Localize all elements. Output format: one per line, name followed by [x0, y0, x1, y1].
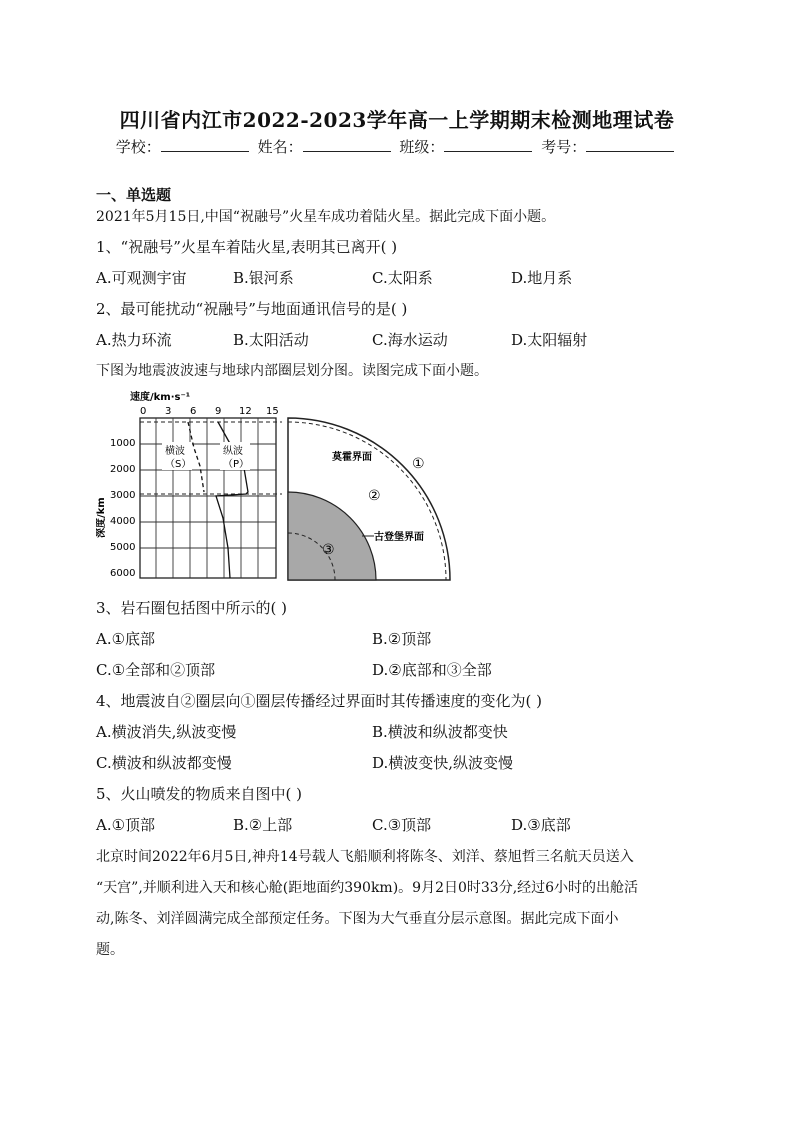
gutenberg-label: 古登堡界面 [374, 532, 424, 543]
q4-option-b[interactable]: B.横波和纵波都变快 [372, 723, 508, 741]
s-wave-label-2: （S） [165, 459, 192, 470]
grid-frame [140, 418, 276, 578]
q3-option-b[interactable]: B.②顶部 [372, 630, 432, 648]
exam-no-blank[interactable] [586, 137, 674, 152]
question-4: 4、地震波自②圈层向①圈层传播经过界面时其传播速度的变化为( ) [96, 692, 543, 710]
q2-option-c[interactable]: C.海水运动 [372, 331, 448, 349]
q5-option-d[interactable]: D.③底部 [511, 816, 571, 834]
y-tick-1000: 1000 [110, 438, 136, 449]
earth-section [288, 418, 450, 580]
q5-option-a[interactable]: A.①顶部 [96, 816, 156, 834]
intro-text-3-line-2: “天宫”,并顺利进入天和核心舱(距地面约390km)。9月2日0时33分,经过6小时的出舱活 [96, 880, 639, 896]
speed-axis-label: 速度/km·s⁻¹ [130, 392, 191, 403]
x-tick-12: 12 [239, 406, 252, 417]
page-title: 四川省内江市2022-2023学年高一上学期期末检测地理试卷 [119, 108, 675, 132]
layer-2-label: ② [368, 488, 381, 504]
intro-text-2: 下图为地震波波速与地球内部圈层划分图。读图完成下面小题。 [96, 363, 488, 379]
grid-lines [140, 418, 276, 578]
question-1: 1、“祝融号”火星车着陆火星,表明其已离开( ) [96, 238, 398, 256]
seismic-wave-figure [96, 388, 476, 588]
x-tick-0: 0 [140, 406, 147, 417]
y-tick-3000: 3000 [110, 490, 136, 501]
name-blank[interactable] [303, 137, 391, 152]
layer-1-label: ① [412, 456, 425, 472]
q3-option-a[interactable]: A.①底部 [96, 630, 156, 648]
y-tick-2000: 2000 [110, 464, 136, 475]
q3-option-c[interactable]: C.①全部和②顶部 [96, 661, 216, 679]
q4-option-d[interactable]: D.横波变快,纵波变慢 [372, 754, 514, 772]
p-wave-label-2: （P） [223, 459, 250, 470]
q2-option-b[interactable]: B.太阳活动 [233, 331, 309, 349]
q5-option-b[interactable]: B.②上部 [233, 816, 293, 834]
y-tick-5000: 5000 [110, 542, 136, 553]
layer-3-label: ③ [322, 542, 335, 558]
q4-option-c[interactable]: C.横波和纵波都变慢 [96, 754, 232, 772]
y-tick-4000: 4000 [110, 516, 136, 527]
q1-option-b[interactable]: B.银河系 [233, 269, 294, 287]
intro-text-3-line-3: 动,陈冬、刘洋圆满完成全部预定任务。下图为大气垂直分层示意图。据此完成下面小 [96, 911, 619, 927]
x-tick-15: 15 [266, 406, 279, 417]
exam-no-label: 考号： [541, 138, 587, 156]
q1-option-c[interactable]: C.太阳系 [372, 269, 433, 287]
q5-option-c[interactable]: C.③顶部 [372, 816, 432, 834]
question-5: 5、火山喷发的物质来自图中( ) [96, 785, 303, 803]
student-info-line [0, 136, 794, 157]
intro-text-1: 2021年5月15日,中国“祝融号”火星车成功着陆火星。据此完成下面小题。 [96, 209, 556, 225]
class-blank[interactable] [444, 137, 532, 152]
intro-text-3-line-1: 北京时间2022年6月5日,神舟14号载人飞船顺利将陈冬、刘洋、蔡旭哲三名航天员送入 [96, 849, 634, 865]
x-tick-6: 6 [190, 406, 197, 417]
intro-text-3-line-4: 题。 [96, 942, 124, 958]
s-wave-label: 横波 [165, 446, 185, 457]
moho-label: 莫霍界面 [332, 452, 372, 463]
q2-option-d[interactable]: D.太阳辐射 [511, 331, 588, 349]
x-tick-3: 3 [165, 406, 172, 417]
depth-axis-label: 深度/km [96, 497, 107, 538]
question-3: 3、岩石圈包括图中所示的( ) [96, 599, 288, 617]
name-label: 姓名： [257, 138, 303, 156]
y-tick-6000: 6000 [110, 568, 136, 579]
q2-option-a[interactable]: A.热力环流 [96, 331, 172, 349]
class-label: 班级： [399, 138, 445, 156]
school-blank[interactable] [161, 137, 249, 152]
question-2: 2、最可能扰动“祝融号”与地面通讯信号的是( ) [96, 300, 408, 318]
q1-option-d[interactable]: D.地月系 [511, 269, 573, 287]
x-tick-9: 9 [215, 406, 222, 417]
q4-option-a[interactable]: A.横波消失,纵波变慢 [96, 723, 237, 741]
q1-option-a[interactable]: A.可观测宇宙 [96, 269, 187, 287]
q3-option-d[interactable]: D.②底部和③全部 [372, 661, 492, 679]
section-heading: 一、单选题 [96, 186, 172, 204]
school-label: 学校： [115, 138, 161, 156]
p-wave-label: 纵波 [223, 446, 243, 457]
